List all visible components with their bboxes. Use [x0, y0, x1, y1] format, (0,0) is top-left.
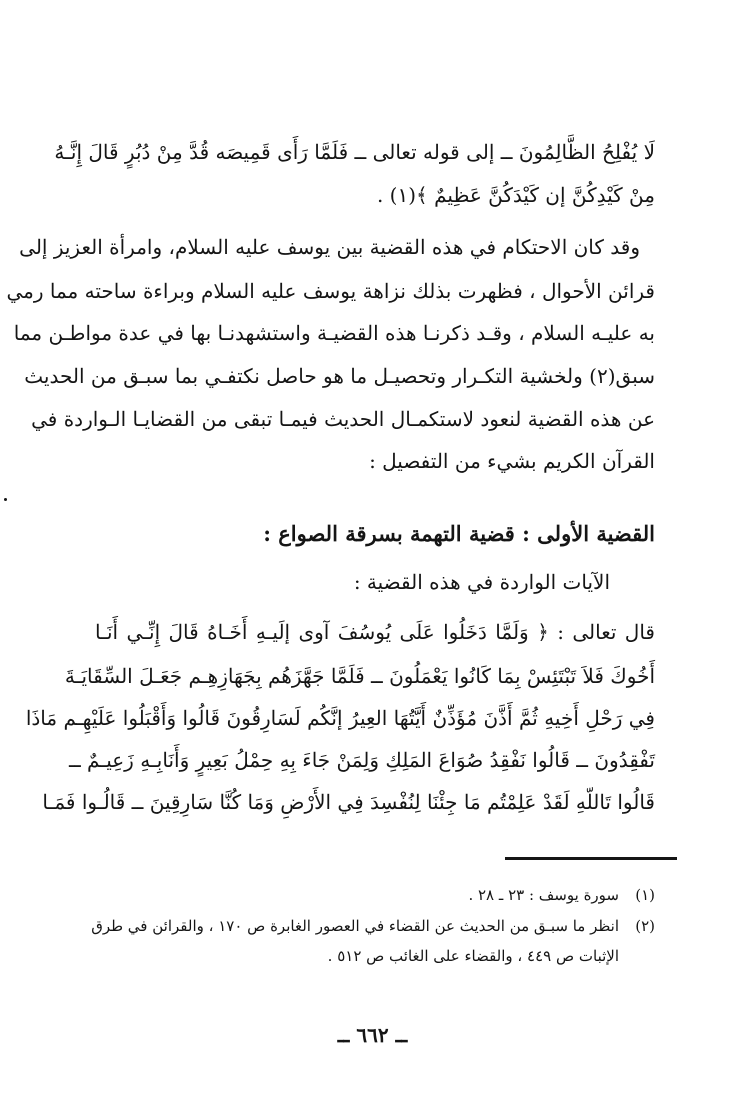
page-number: ــ ٦٦٢ ــ [337, 1023, 408, 1047]
body-line-4: قرائن الأحوال ، فظهرت بذلك نزاهة يوسف عليه السلام وبراءة ساحته مما رمي [6, 279, 655, 303]
footnote-2-continuation: الإثبات ص ٤٤٩ ، والقضاء على الغائب ص ٥١٢ . [327, 947, 619, 965]
footnote-2-number: (٢) [635, 917, 655, 935]
footnote-1-number: (١) [635, 886, 655, 904]
body-line-8: القرآن الكريم بشيء من التفصيل : [369, 449, 655, 473]
verse-line-4: تَفْقِدُونَ ــ قَالُوا نَفْقِدُ صُوَاعَ المَلِكِ وَلِمَنْ جَاءَ بِهِ حِمْلُ بَعِيرٍ وَأَنَابِـهِ زَعِيـمٌ ــ [68, 748, 655, 772]
body-line-1: لَا يُفْلِحُ الظَّالِمُونَ ــ إلى قوله تعالى ــ فَلَمَّا رَأَى قَمِيصَه قُدَّ مِنْ دُبُرٍ قَالَ إِنَّـهُ [54, 140, 655, 164]
body-line-3: وقد كان الاحتكام في هذه القضية بين يوسف عليه السلام، وامرأة العزيز إلى [19, 235, 640, 259]
footnote-2-text: انظر ما سبـق من الحديث عن القضاء في العصور الغابرة ص ١٧٠ ، والقرائن في طرق [91, 917, 619, 935]
section-subheading: الآيات الواردة في هذه القضية : [353, 570, 610, 594]
body-line-2: مِنْ كَيْدِكُنَّ إن كَيْدَكُنَّ عَظِيمٌ ﴾(١) . [376, 183, 655, 207]
footnote-2 [91, 914, 655, 938]
footnote-1-text: سورة يوسف : ٢٣ ـ ٢٨ . [468, 886, 619, 904]
verse-line-3: فِي رَحْلِ أَخِيهِ ثُمَّ أَذَّنَ مُؤَذِّنٌ أَيَّتُهَا العِيرُ إنَّكُم لَسَارِقُونَ قَالُوا وَأَقْبَلُوا عَلَيْهِـم مَاذَا [25, 706, 655, 730]
verse-line-1: قال تعالى : ﴿ وَلَمَّا دَخَلُوا عَلَى يُوسُفَ آوى إلَيـهِ أَخَـاهُ قَالَ إِنِّـي أَنَـا [95, 620, 655, 644]
footnote-separator [505, 857, 677, 860]
verse-line-2: أَخُوكَ فَلاَ تَبْتَئِسْ بِمَا كَانُوا يَعْمَلُونَ ــ فَلَمَّا جَهَّزَهُم بِجَهَازِهِـم جَعَـلَ السِّقَايَـةَ [64, 664, 655, 688]
footnote-1 [468, 883, 655, 907]
body-line-7: عن هذه القضية لنعود لاستكمـال الحديث فيمـا تبقى من القضايـا الـواردة في [31, 407, 655, 431]
body-line-5: به عليـه السلام ، وقـد ذكرنـا هذه القضيـة واستشهدنـا بها في عدة مواطـن مما [13, 321, 655, 345]
verse-line-5: قَالُوا تَاللّهِ لَقَدْ عَلِمْتُم مَا جِئْنَا لِنُفْسِدَ فِي الأَرْضِ وَمَا كُنَّا سَارِقِينَ ــ قَالُـوا فَمَـا [42, 790, 655, 814]
margin-mark [4, 498, 7, 501]
section-heading: القضية الأولى : قضية التهمة بسرقة الصواع : [263, 521, 655, 546]
body-line-6: سبق(٢) ولخشية التكـرار وتحصيـل ما هو حاصل نكتفـي بما سبـق من الحديث [24, 364, 655, 388]
